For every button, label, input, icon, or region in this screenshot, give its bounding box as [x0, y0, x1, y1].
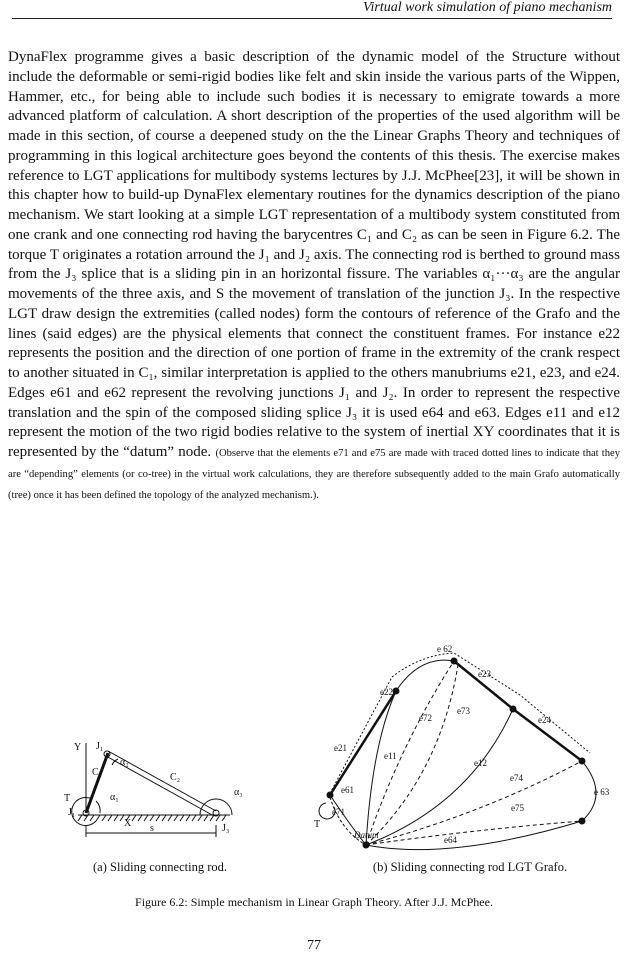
- label-x: X: [124, 818, 132, 829]
- label-e72: e72: [419, 713, 432, 723]
- node-datum: [363, 842, 369, 848]
- label-e75: e75: [511, 803, 524, 813]
- figure-b-diagram: [319, 653, 596, 850]
- caption-a: (a) Sliding connecting rod.: [93, 860, 227, 874]
- crank: [86, 753, 108, 813]
- label-e62: e 62: [437, 644, 453, 654]
- figure-caption: Figure 6.2: Simple mechanism in Linear Graph Theory. After J.J. McPhee.: [135, 895, 493, 909]
- page-number: 77: [307, 938, 321, 953]
- node-c2: [510, 706, 516, 712]
- label-j1: J₁: [68, 807, 76, 818]
- dotted-envelope: [328, 653, 590, 797]
- label-e11: e11: [384, 751, 397, 761]
- edge-e75: [366, 821, 582, 845]
- label-a2: α₂: [120, 757, 129, 768]
- label-e63: e 63: [594, 787, 610, 797]
- label-datum: Datum: [354, 830, 379, 840]
- slider-arc: [200, 799, 232, 815]
- label-a3: α₃: [234, 787, 243, 798]
- main-paragraph: DynaFlex programme gives a basic description of the dynamic model of the Structure without include the deformable or semi-rigid bodies like felt and skin inside the various parts of the Wippen, Hammer, etc., for being able to include such bodies it is necessary to emigrate towards a more advanced platform of calculation. A short description of the properties of the used algorithm will be made in this section, of course a deepened study on the the Linear Graphs Theory and techniques of programming in this logical architecture goes beyond the contents of this thesis. The exercise makes reference to LGT applications for multibody systems lectures by J.J. McPhee[23], it will be shown in this chapter how to build-up DynaFlex elementary routines for the dynamics description of the piano mechanism. We start looking at a simple LGT representation of a multibody system constituted from one crank and one connecting rod having the barycentres C₁ and C₂ as can be seen in Figure 6.2. The torque T originates a rotation arround the J₁ and J₂ axis. The connecting rod is berthed to ground mass from the J₃ splice that is a sliding pin in an horizontal fissure. The variables α₁···α₃ are the angular movements of the three axis, and S the movement of translation of the junction J₃. In the respective LGT draw design the extremities (called nodes) form the contours of reference of the Grafo and the lines (said edges) are the physical elements that connect the constituent frames. For instance e22 represents the position and the direction of one portion of frame in the extremity of the crank respect to another situated in C₁, similar interpretation is applied to the others manubriums e21, e23, and e24. Edges e61 and e62 represent the revolving junctions J₁ and J₂. In order to represent the respective translation and the spin of the composed sliding splice J₃ it is used e64 and e63. Edges e11 and e12 represent the motion of the two rigid bodies relative to the system of inertial XY coordinates that it is represented by the “datum” node.: [8, 49, 620, 460]
- label-e23: e23: [478, 669, 491, 679]
- node-j2: [393, 688, 399, 694]
- label-a1: α₁: [110, 792, 119, 803]
- label-e71: e71: [332, 807, 345, 817]
- edge-e62: [396, 660, 454, 691]
- figure-6-2: [0, 625, 628, 875]
- running-header: [12, 0, 612, 19]
- label-t: T: [64, 793, 71, 804]
- ground-hatching: [78, 815, 226, 821]
- label-s: s: [150, 823, 154, 834]
- edge-e74: [366, 761, 582, 845]
- label-e22: e22: [380, 687, 393, 697]
- label-e24: e24: [538, 715, 551, 725]
- body-paragraph: [8, 48, 620, 505]
- label-e74: e74: [510, 773, 523, 783]
- running-title: Virtual work simulation of piano mechanism: [362, 0, 612, 15]
- body-text: [8, 48, 620, 505]
- caption-b: (b) Sliding connecting rod LGT Grafo.: [372, 860, 568, 874]
- label-j1-top: J₁: [96, 741, 104, 752]
- label-c1: C₁: [92, 767, 103, 778]
- observation-note: (Observe that the elements e71 and e75 are made with traced dotted lines to indicate that they are “depending” elements (or co-tree) in the virtual work calculations, they are therefore subsequently added to the main Grafo automatically (tree) once it has been defined the topology of the analyzed mechanism.).: [8, 448, 621, 501]
- node-c2-left: [451, 658, 457, 664]
- node-slider: [579, 818, 585, 824]
- node-j3: [579, 758, 585, 764]
- edge-e64: [366, 821, 582, 850]
- label-t-b: T: [314, 819, 321, 830]
- label-j3: J₃: [222, 823, 230, 834]
- label-e61: e61: [341, 785, 354, 795]
- node-j1: [327, 792, 333, 798]
- label-e21: e21: [334, 743, 347, 753]
- angle-a1-arc: [96, 801, 100, 813]
- label-c2: C₂: [170, 772, 181, 783]
- edge-e12: [366, 709, 513, 845]
- label-e73: e73: [457, 706, 470, 716]
- label-e12: e12: [474, 758, 487, 768]
- label-e64: e64: [444, 835, 457, 845]
- label-y: Y: [74, 742, 82, 753]
